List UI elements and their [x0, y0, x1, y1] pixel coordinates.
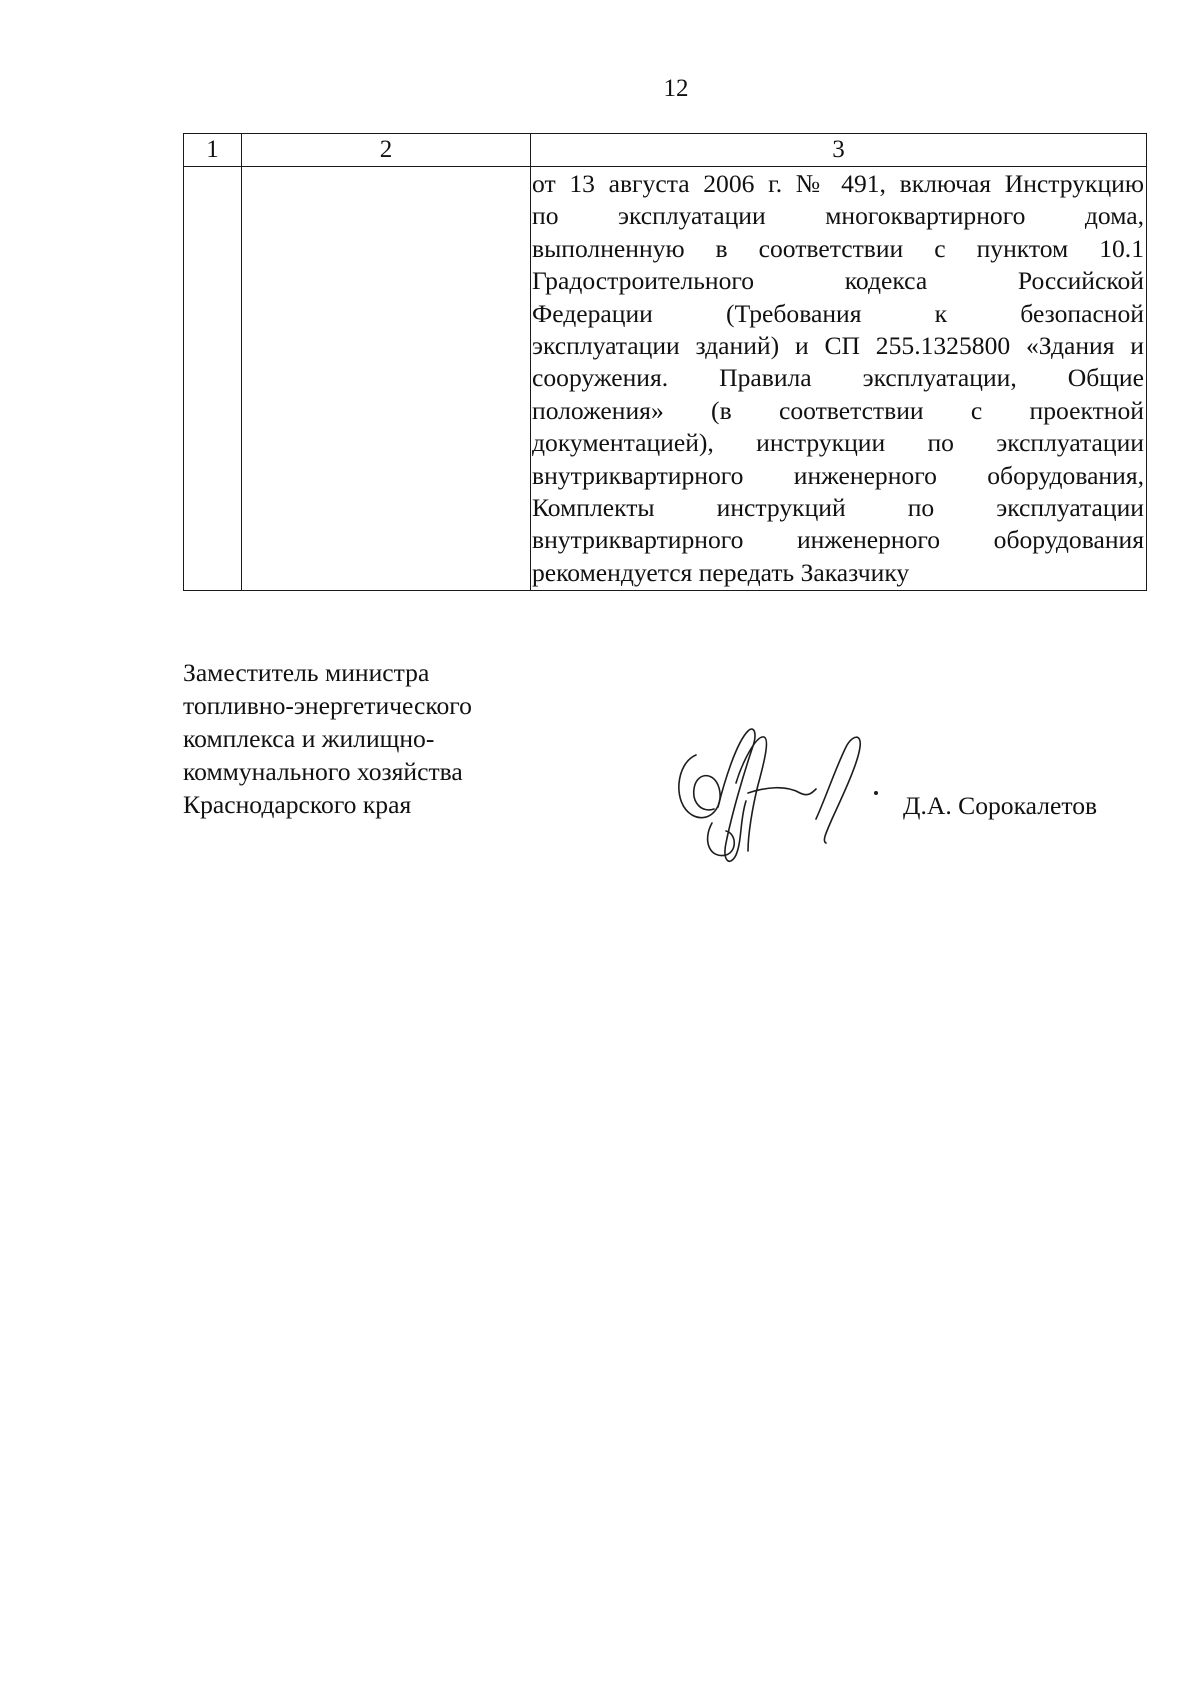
text-line: документацией), инструкции по эксплуатации [532, 428, 1144, 458]
column-header-1: 1 [184, 134, 242, 167]
signer-name: Д.А. Сорокалетов [903, 791, 1098, 820]
text-line: от 13 августа 2006 г. № 491, включая Инструкцию [532, 169, 1144, 198]
cell-text-block [531, 167, 1146, 590]
table-header-row [184, 134, 1147, 167]
page-number: 12 [663, 75, 689, 102]
content-table [183, 133, 1147, 591]
text-line: рекомендуется передать Заказчику [532, 557, 910, 587]
table-row [184, 167, 1147, 591]
text-line: внутриквартирного инженерного оборудования [532, 525, 1144, 555]
table-cell-col1 [184, 167, 242, 591]
table-cell-col3 [531, 167, 1147, 591]
text-line: положения» (в соответствии с проектной [532, 395, 1144, 425]
text-line: эксплуатации зданий) и СП 255.1325800 «Здания и [532, 331, 1144, 361]
signatory-title-line: Краснодарского края [183, 790, 412, 819]
text-line: Комплекты инструкций по эксплуатации [532, 493, 1144, 523]
text-line: Градостроительного кодекса Российской [532, 266, 1144, 296]
handwritten-signature [666, 723, 891, 873]
text-line: Федерации (Требования к безопасной [532, 298, 1144, 328]
signatory-title-line: коммунального хозяйства [183, 757, 463, 786]
text-line: внутриквартирного инженерного оборудования, [532, 460, 1144, 490]
text-line: выполненную в соответствии с пунктом 10.1 [532, 233, 1144, 263]
column-header-3: 3 [531, 134, 1147, 167]
text-line: по эксплуатации многоквартирного дома, [532, 201, 1144, 231]
table-cell-col2 [242, 167, 531, 591]
signatory-title [183, 656, 472, 821]
column-header-2: 2 [242, 134, 531, 167]
signatory-title-line: топливно-энергетического [183, 691, 472, 720]
signatory-title-line: Заместитель министра [183, 658, 430, 687]
text-line: сооружения. Правила эксплуатации, Общие [532, 363, 1144, 393]
signatory-title-line: комплекса и жилищно- [183, 724, 435, 753]
